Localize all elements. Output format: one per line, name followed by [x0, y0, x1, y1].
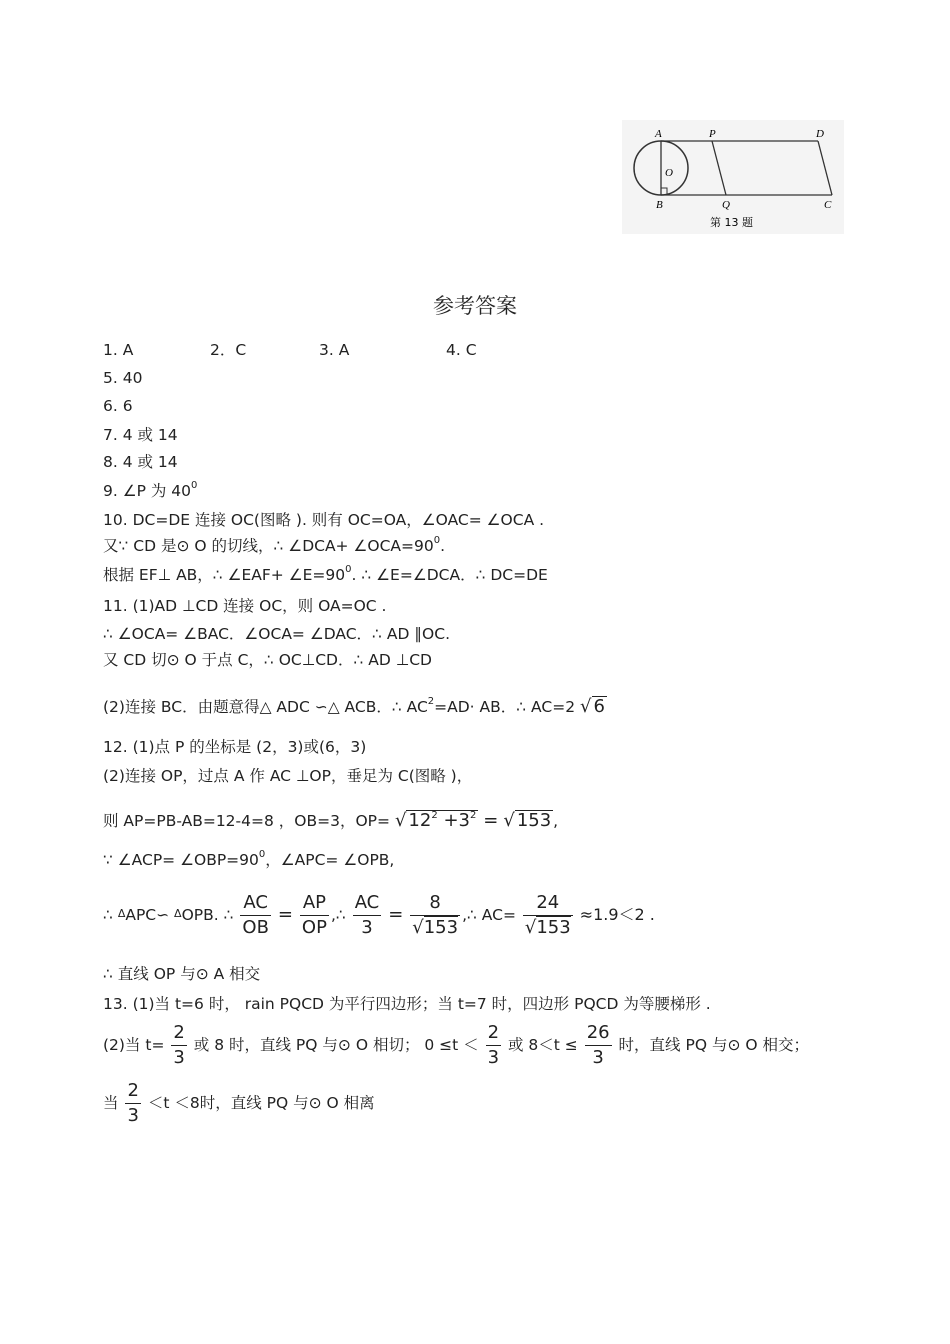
numerator: 2	[486, 1021, 501, 1046]
numerator: 8	[410, 891, 460, 916]
q12-line-4-end: ，∠APC= ∠OPB,	[265, 851, 395, 869]
answer-3: 3. A	[319, 341, 350, 359]
q11-line-3: 又 CD 切⊙ O 于点 C，∴ OC⊥CD．∴ AD ⊥CD	[103, 651, 432, 669]
numerator: 2	[171, 1021, 186, 1046]
sqrt-6: √ 6	[580, 696, 605, 717]
label-q: Q	[722, 199, 730, 211]
fraction-2-3-a	[171, 1021, 186, 1070]
radicand-3: +3	[443, 810, 470, 831]
label-d: D	[816, 128, 824, 140]
equals-sign: =	[483, 810, 499, 831]
fraction-ac-3	[353, 891, 382, 940]
q11-line-1: 11. (1)AD ⊥CD 连接 OC，则 OA=OC .	[103, 597, 387, 615]
label-o: O	[665, 167, 673, 179]
approx-value: ≈1.9＜2 .	[579, 905, 655, 924]
denominator: 3	[361, 917, 373, 938]
label-a: A	[655, 128, 662, 140]
numerator: AP	[300, 891, 329, 916]
q12-line-6: ∴ 直线 OP 与⊙ A 相交	[103, 965, 261, 983]
equals-1: =	[277, 904, 293, 925]
therefore: ∴	[103, 906, 113, 924]
q12-line-5	[103, 889, 655, 939]
q10-line-2-text: 又∵ CD 是⊙ O 的切线，∴ ∠DCA+ ∠OCA=90	[103, 537, 434, 555]
side-dc	[818, 141, 832, 195]
label-p: P	[709, 128, 716, 140]
answer-5: 5. 40	[103, 369, 143, 387]
sqrt-153: √ 153	[503, 810, 552, 831]
separator-2: ,∴ AC=	[462, 906, 516, 924]
numerator: 2	[125, 1079, 140, 1104]
q10-line-3-sup: 0	[345, 564, 352, 575]
q13-line-2-c: 或 8＜t ≤	[507, 1036, 578, 1054]
sup-12: 2	[431, 810, 438, 821]
q13-line-3	[103, 1078, 375, 1128]
q10-line-1: 10. DC=DE 连接 OC(图略 ). 则有 OC=OA，∠OAC= ∠OCA .	[103, 511, 545, 529]
q12-line-4-text: ∵ ∠ACP= ∠OBP=90	[103, 851, 259, 869]
answer-8: 8. 4 或 14	[103, 453, 178, 471]
radicand: 153	[536, 917, 571, 938]
q11-line-4	[103, 696, 607, 717]
radicand: 153	[423, 917, 459, 938]
q12-line-2: (2)连接 OP，过点 A 作 AC ⊥OP，垂足为 C(图略 )，	[103, 767, 473, 785]
numerator: AC	[240, 891, 271, 916]
figure-caption: 第 13 题	[710, 216, 753, 229]
q12-line-4	[103, 850, 394, 870]
q11-line-2: ∴ ∠OCA= ∠BAC．∠OCA= ∠DAC．∴ AD ∥OC.	[103, 625, 451, 643]
page-title: 参考答案	[433, 294, 517, 318]
label-b: B	[656, 199, 663, 211]
q11-line-4-text: (2)连接 BC．由题意得△ ADC ∽△ ACB．∴ AC	[103, 698, 428, 716]
answer-6: 6. 6	[103, 397, 133, 415]
sup-3: 2	[469, 810, 477, 821]
q10-line-3-text: 根据 EF⊥ AB，∴ ∠EAF+ ∠E=90	[103, 566, 346, 584]
fraction-8-sqrt153	[410, 891, 460, 940]
q13-line-2	[103, 1020, 809, 1070]
fraction-2-3-c	[125, 1079, 140, 1128]
q13-line-2-b: 或 8 时，直线 PQ 与⊙ O 相切； 0 ≤t ＜	[193, 1036, 479, 1054]
q12-line-4-sup: 0	[258, 849, 266, 860]
q10-line-2-sup: 0	[433, 535, 441, 546]
q13-line-1: 13. (1)当 t=6 时， rain PQCD 为平行四边形；当 t=7 时，四边形 PQCD 为等腰梯形 .	[103, 995, 711, 1013]
radicand-153: 153	[516, 810, 552, 831]
q12-line-1: 12. (1)点 P 的坐标是 (2，3)或(6，3)	[103, 738, 367, 756]
numerator: 24	[523, 891, 573, 916]
denominator: OP	[301, 917, 327, 938]
answers-row-1-4	[103, 340, 477, 360]
q12-line-3-end: ,	[553, 812, 559, 830]
fraction-2-3-b	[486, 1021, 501, 1070]
numerator: 26	[585, 1021, 612, 1046]
denominator: OB	[242, 917, 269, 938]
denominator: 3	[173, 1047, 185, 1068]
fraction-24-sqrt153	[523, 891, 573, 940]
q13-line-2-d: 时，直线 PQ 与⊙ O 相交；	[618, 1036, 809, 1054]
denominator: 3	[127, 1105, 139, 1126]
q10-line-2-end: .	[440, 537, 446, 555]
numerator: AC	[353, 891, 382, 916]
answer-2: 2．C	[210, 341, 247, 359]
sqrt-6-radicand: 6	[593, 696, 605, 717]
triangle-symbol-1: Δ	[117, 907, 126, 920]
denominator: √153	[412, 917, 459, 938]
segment-pq	[712, 141, 726, 195]
answer-7: 7. 4 或 14	[103, 426, 178, 444]
answer-9	[103, 481, 197, 501]
triangle-opb: OPB. ∴	[181, 906, 234, 924]
answer-9-sup: 0	[191, 480, 198, 491]
q13-line-3-a: 当	[103, 1094, 119, 1112]
fraction-ac-ob	[240, 891, 271, 940]
sqrt-op: √ $12^2 +3^2$	[394, 810, 477, 831]
equals-2: =	[388, 904, 404, 925]
denominator: √153	[524, 917, 571, 938]
q11-line-4-sup: 2	[427, 696, 435, 707]
denominator: 3	[592, 1047, 604, 1068]
q10-line-2	[103, 536, 445, 556]
q13-line-3-b: ＜t ＜8时，直线 PQ 与⊙ O 相离	[147, 1094, 375, 1112]
answer-4: 4. C	[446, 341, 477, 359]
separator-1: ,∴	[330, 906, 346, 924]
q10-line-3-end: . ∴ ∠E=∠DCA．∴ DC=DE	[351, 566, 548, 584]
q12-line-3-text: 则 AP=PB-AB=12-4=8 ，OB=3，OP=	[103, 812, 390, 830]
q13-line-2-a: (2)当 t=	[103, 1036, 165, 1054]
fraction-ap-op	[300, 891, 329, 940]
q12-line-3	[103, 810, 558, 831]
fraction-26-3	[585, 1021, 612, 1070]
q10-line-3	[103, 565, 548, 585]
answer-9-text: 9. ∠P 为 40	[103, 482, 192, 500]
answer-1: 1. A	[103, 341, 134, 359]
label-c: C	[824, 199, 832, 211]
geometry-diagram	[622, 120, 844, 234]
figure-13	[622, 120, 844, 234]
q11-line-4-mid: =AD· AB．∴ AC=2	[434, 698, 576, 716]
triangle-symbol-2: Δ	[174, 907, 182, 920]
triangle-apc: APC∽	[125, 906, 170, 924]
denominator: 3	[487, 1047, 500, 1068]
radicand-12: 12	[408, 810, 432, 831]
